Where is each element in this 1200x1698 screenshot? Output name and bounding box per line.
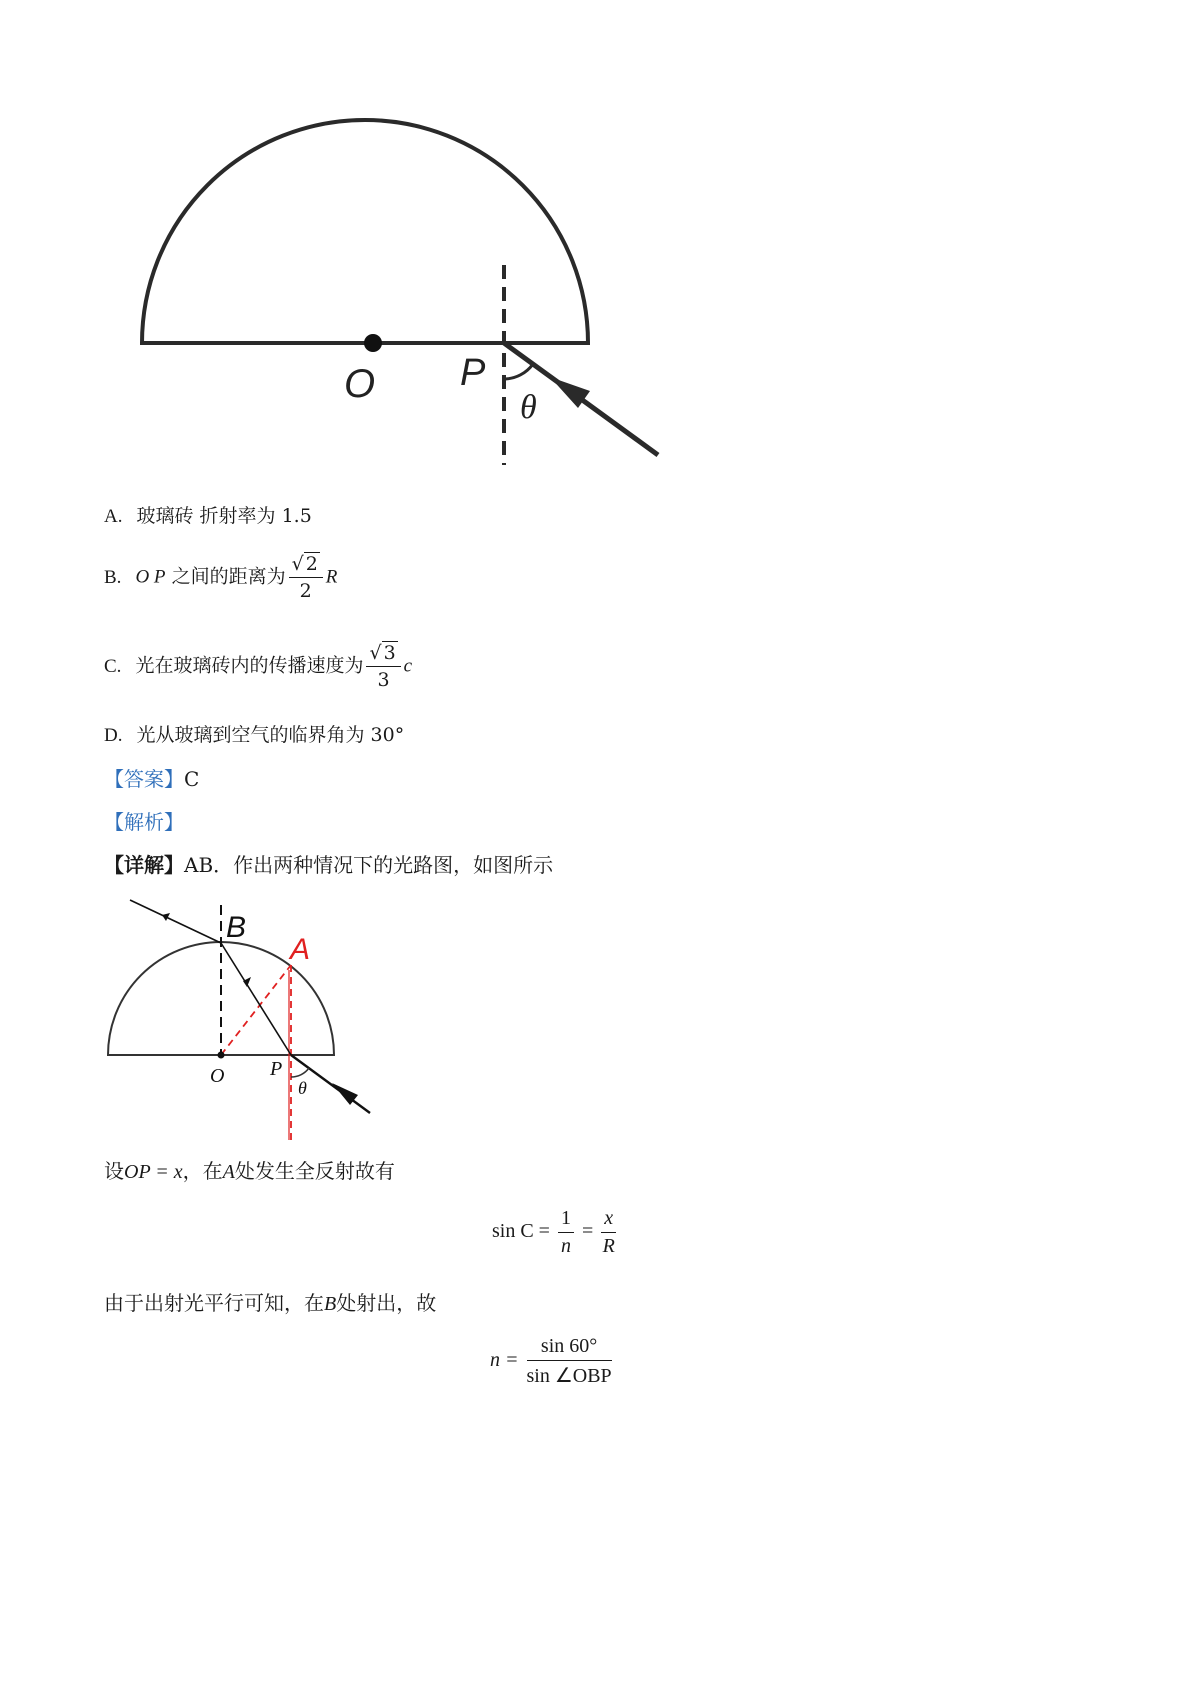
option-b: B. O P 之间的距离为 $\frac{√ 2}{2}$ R (104, 553, 338, 602)
figure2-label-o: O (210, 1065, 225, 1087)
figure2-label-theta: θ (298, 1078, 307, 1098)
figure-semicircle-1 (130, 105, 670, 475)
analysis-line (104, 806, 184, 835)
setup-line: 设OP = x，在A处发生全反射故有 (104, 1159, 395, 1183)
option-a: A. 玻璃砖 折射率为 1.5 (104, 505, 312, 527)
option-b-var: O P (135, 566, 166, 588)
setup-equation: OP = x (124, 1161, 183, 1183)
answer-value: C (184, 767, 200, 791)
analysis-label: 【解析】 (104, 810, 184, 834)
equation-refractive-index: n = $\frac{\sin 60^\circ}{\text{sin ∠OBP}}$ (490, 1335, 612, 1387)
figure-light-path (100, 895, 390, 1145)
equation-critical-angle: sin C = $\frac{1}{n}$ = $\frac{x}{R}$ (492, 1207, 615, 1257)
figure2-label-a: A (290, 933, 311, 966)
option-b-fraction: $\frac{√ 2}{2}$ (289, 553, 323, 602)
figure1-label-theta: θ (520, 389, 537, 426)
detail-line (104, 849, 553, 878)
figure2-label-p: P (270, 1058, 283, 1080)
figure1-label-p: P (460, 352, 486, 394)
option-c-fraction: $\frac{√ 3}{3}$ (366, 642, 400, 691)
detail-label: 【详解】 (104, 853, 184, 877)
answer-line (104, 763, 199, 792)
option-c: C. 光在玻璃砖内的传播速度为 $\frac{√ 3}{3}$ c (104, 642, 413, 691)
figure2-label-b: B (226, 911, 247, 944)
detail-text: AB．作出两种情况下的光路图，如图所示 (184, 853, 554, 877)
answer-label: 【答案】 (104, 767, 184, 791)
figure1-label-o: O (344, 362, 376, 406)
exit-line: 由于出射光平行可知，在B处射出，故 (104, 1291, 437, 1315)
option-d: D. 光从玻璃到空气的临界角为 30° (104, 724, 405, 746)
